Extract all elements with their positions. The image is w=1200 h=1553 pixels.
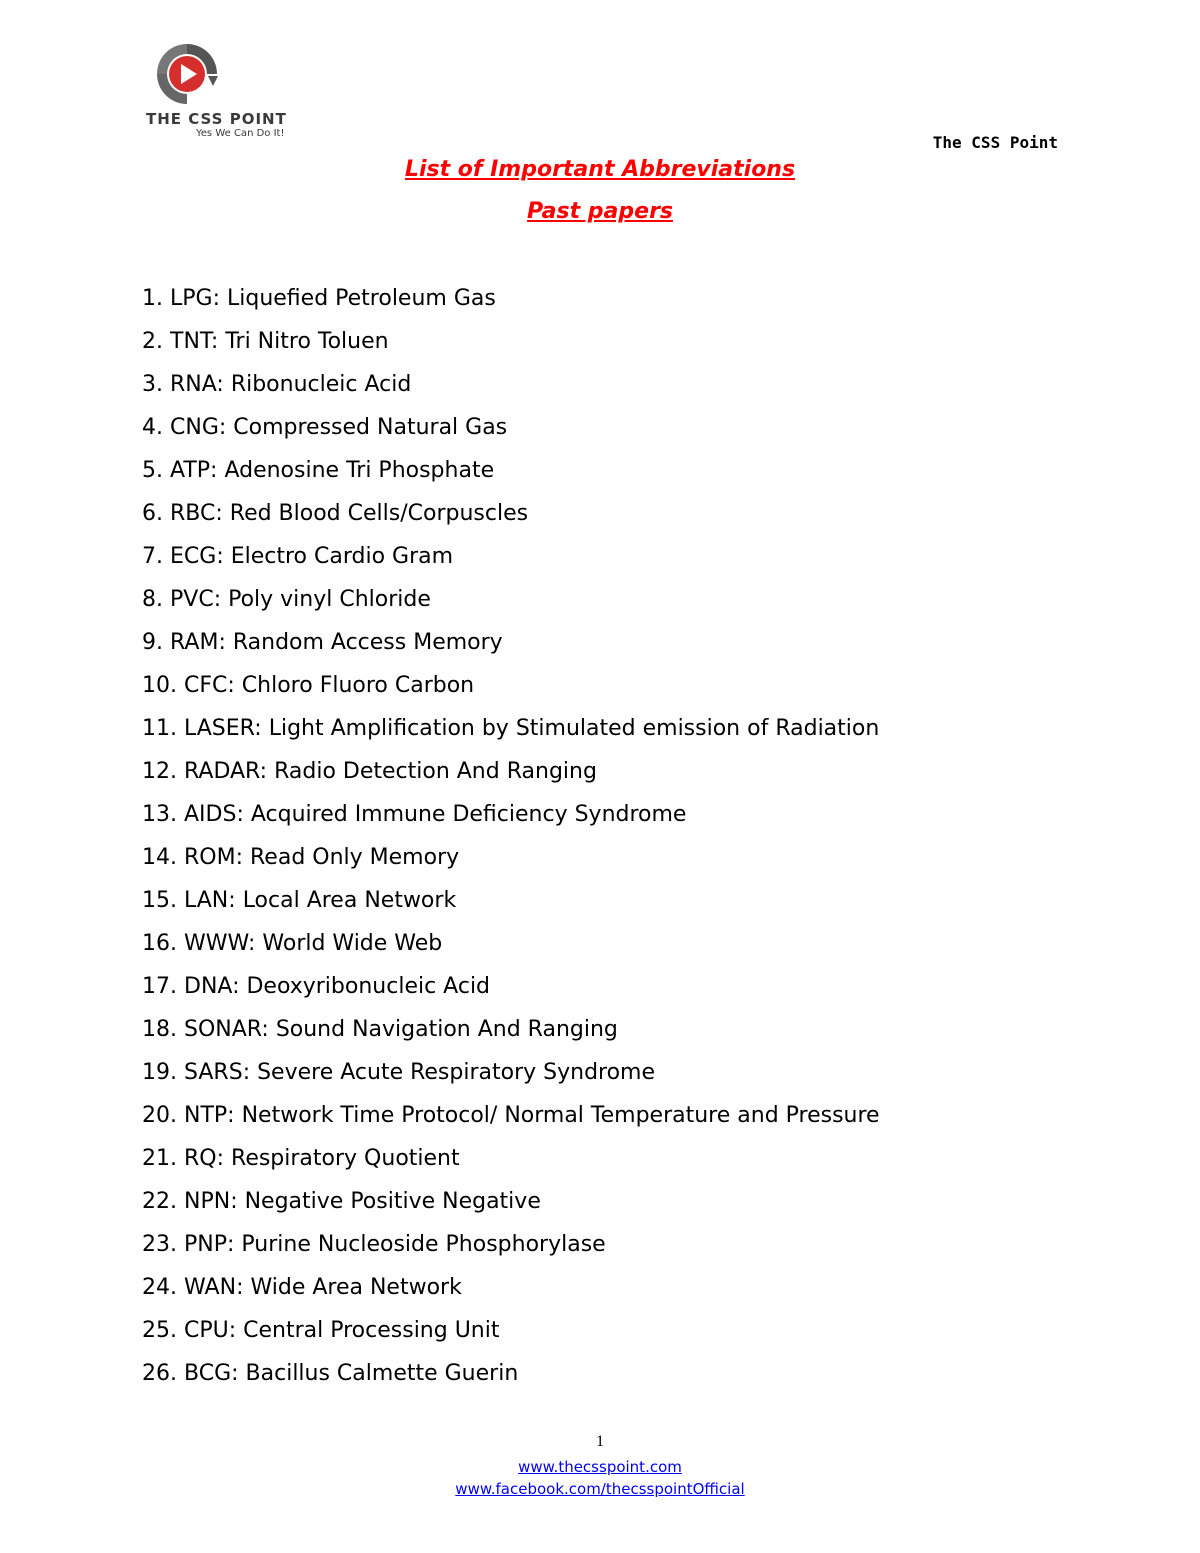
list-item: 12. RADAR: Radio Detection And Ranging [142, 759, 597, 784]
item-meaning: Bacillus Calmette Guerin [245, 1361, 519, 1386]
list-item: 22. NPN: Negative Positive Negative [142, 1189, 541, 1214]
logo-tagline: Yes We Can Do It! [196, 128, 285, 139]
item-meaning: Tri Nitro Toluen [225, 329, 389, 354]
item-number: 19. [142, 1060, 177, 1085]
item-meaning: Random Access Memory [232, 630, 503, 655]
item-abbreviation: BCG [184, 1361, 232, 1386]
item-abbreviation: ROM [184, 845, 236, 870]
list-item: 25. CPU: Central Processing Unit [142, 1318, 500, 1343]
item-abbreviation: SONAR [184, 1017, 262, 1042]
item-number: 12. [142, 759, 177, 784]
item-meaning: Compressed Natural Gas [233, 415, 508, 440]
list-item: 4. CNG: Compressed Natural Gas [142, 415, 508, 440]
item-abbreviation: CPU [184, 1318, 229, 1343]
item-meaning: Read Only Memory [250, 845, 460, 870]
item-number: 1. [142, 286, 163, 311]
item-number: 11. [142, 716, 177, 741]
list-item: 15. LAN: Local Area Network [142, 888, 457, 913]
facebook-link[interactable]: www.facebook.com/thecsspointOfficial [455, 1480, 745, 1498]
list-item: 7. ECG: Electro Cardio Gram [142, 544, 454, 569]
item-meaning: Chloro Fluoro Carbon [241, 673, 475, 698]
item-meaning: Acquired Immune Deficiency Syndrome [250, 802, 687, 827]
abbreviation-list [142, 284, 880, 1402]
item-number: 21. [142, 1146, 177, 1171]
item-abbreviation: LASER [184, 716, 255, 741]
item-abbreviation: LAN [184, 888, 229, 913]
item-meaning: Negative Positive Negative [244, 1189, 541, 1214]
list-item: 24. WAN: Wide Area Network [142, 1275, 462, 1300]
item-meaning: Poly vinyl Chloride [228, 587, 431, 612]
item-meaning: Light Amplification by Stimulated emission of Radiation [268, 716, 880, 741]
item-number: 15. [142, 888, 177, 913]
list-item: 5. ATP: Adenosine Tri Phosphate [142, 458, 495, 483]
item-number: 4. [142, 415, 163, 440]
item-number: 7. [142, 544, 163, 569]
list-item: 21. RQ: Respiratory Quotient [142, 1146, 460, 1171]
list-item: 17. DNA: Deoxyribonucleic Acid [142, 974, 491, 999]
item-abbreviation: RADAR [184, 759, 260, 784]
list-item: 18. SONAR: Sound Navigation And Ranging [142, 1017, 618, 1042]
logo-name: THE CSS POINT [146, 110, 287, 128]
item-abbreviation: RAM [170, 630, 219, 655]
list-item: 3. RNA: Ribonucleic Acid [142, 372, 412, 397]
item-meaning: World Wide Web [262, 931, 443, 956]
item-number: 23. [142, 1232, 177, 1257]
list-item: 23. PNP: Purine Nucleoside Phosphorylase [142, 1232, 606, 1257]
item-meaning: Local Area Network [242, 888, 457, 913]
item-meaning: Ribonucleic Acid [230, 372, 412, 397]
item-meaning: Severe Acute Respiratory Syndrome [257, 1060, 656, 1085]
page-subtitle: Past papers [526, 199, 674, 224]
logo-emblem-icon [152, 40, 222, 108]
item-meaning: Liquefied Petroleum Gas [226, 286, 496, 311]
list-item: 10. CFC: Chloro Fluoro Carbon [142, 673, 475, 698]
list-item: 19. SARS: Severe Acute Respiratory Syndrome [142, 1060, 656, 1085]
list-item: 2. TNT: Tri Nitro Toluen [142, 329, 389, 354]
item-meaning: Purine Nucleoside Phosphorylase [241, 1232, 606, 1257]
item-meaning: Respiratory Quotient [231, 1146, 460, 1171]
item-abbreviation: ATP [170, 458, 211, 483]
header-site-name: The CSS Point [932, 133, 1058, 152]
list-item: 8. PVC: Poly vinyl Chloride [142, 587, 431, 612]
item-number: 18. [142, 1017, 177, 1042]
item-abbreviation: WAN [184, 1275, 237, 1300]
item-meaning: Network Time Protocol/ Normal Temperature and Pressure [241, 1103, 880, 1128]
item-abbreviation: SARS [184, 1060, 243, 1085]
item-number: 8. [142, 587, 163, 612]
item-meaning: Red Blood Cells/Corpuscles [229, 501, 529, 526]
list-item: 16. WWW: World Wide Web [142, 931, 443, 956]
list-item: 9. RAM: Random Access Memory [142, 630, 503, 655]
item-abbreviation: DNA [184, 974, 233, 999]
item-number: 16. [142, 931, 177, 956]
item-number: 22. [142, 1189, 177, 1214]
item-number: 14. [142, 845, 177, 870]
list-item: 20. NTP: Network Time Protocol/ Normal Temperature and Pressure [142, 1103, 880, 1128]
item-meaning: Sound Navigation And Ranging [275, 1017, 618, 1042]
item-number: 10. [142, 673, 177, 698]
item-meaning: Electro Cardio Gram [230, 544, 454, 569]
item-number: 6. [142, 501, 163, 526]
item-number: 24. [142, 1275, 177, 1300]
item-number: 9. [142, 630, 163, 655]
list-item: 14. ROM: Read Only Memory [142, 845, 460, 870]
item-meaning: Wide Area Network [250, 1275, 462, 1300]
item-abbreviation: CNG [170, 415, 219, 440]
item-meaning: Radio Detection And Ranging [274, 759, 597, 784]
item-number: 2. [142, 329, 163, 354]
item-abbreviation: WWW [184, 931, 248, 956]
list-item: 11. LASER: Light Amplification by Stimulated emission of Radiation [142, 716, 880, 741]
item-number: 3. [142, 372, 163, 397]
logo [142, 40, 302, 140]
item-abbreviation: CFC [184, 673, 228, 698]
list-item: 1. LPG: Liquefied Petroleum Gas [142, 286, 496, 311]
item-abbreviation: LPG [170, 286, 213, 311]
item-abbreviation: PVC [170, 587, 214, 612]
list-item: 26. BCG: Bacillus Calmette Guerin [142, 1361, 519, 1386]
item-number: 5. [142, 458, 163, 483]
item-abbreviation: PNP [184, 1232, 227, 1257]
item-meaning: Adenosine Tri Phosphate [224, 458, 495, 483]
item-abbreviation: AIDS [184, 802, 237, 827]
page-title: List of Important Abbreviations [404, 157, 796, 182]
item-number: 20. [142, 1103, 177, 1128]
item-abbreviation: ECG [170, 544, 217, 569]
item-meaning: Central Processing Unit [243, 1318, 500, 1343]
item-abbreviation: NTP [184, 1103, 228, 1128]
item-abbreviation: NPN [184, 1189, 231, 1214]
item-number: 17. [142, 974, 177, 999]
item-number: 26. [142, 1361, 177, 1386]
item-abbreviation: TNT [170, 329, 211, 354]
item-meaning: Deoxyribonucleic Acid [246, 974, 491, 999]
page-number: 1 [596, 1433, 604, 1450]
item-number: 13. [142, 802, 177, 827]
list-item: 13. AIDS: Acquired Immune Deficiency Syndrome [142, 802, 687, 827]
list-item: 6. RBC: Red Blood Cells/Corpuscles [142, 501, 529, 526]
item-abbreviation: RNA [170, 372, 217, 397]
website-link[interactable]: www.thecsspoint.com [518, 1458, 682, 1476]
item-abbreviation: RBC [170, 501, 216, 526]
item-abbreviation: RQ [184, 1146, 217, 1171]
item-number: 25. [142, 1318, 177, 1343]
